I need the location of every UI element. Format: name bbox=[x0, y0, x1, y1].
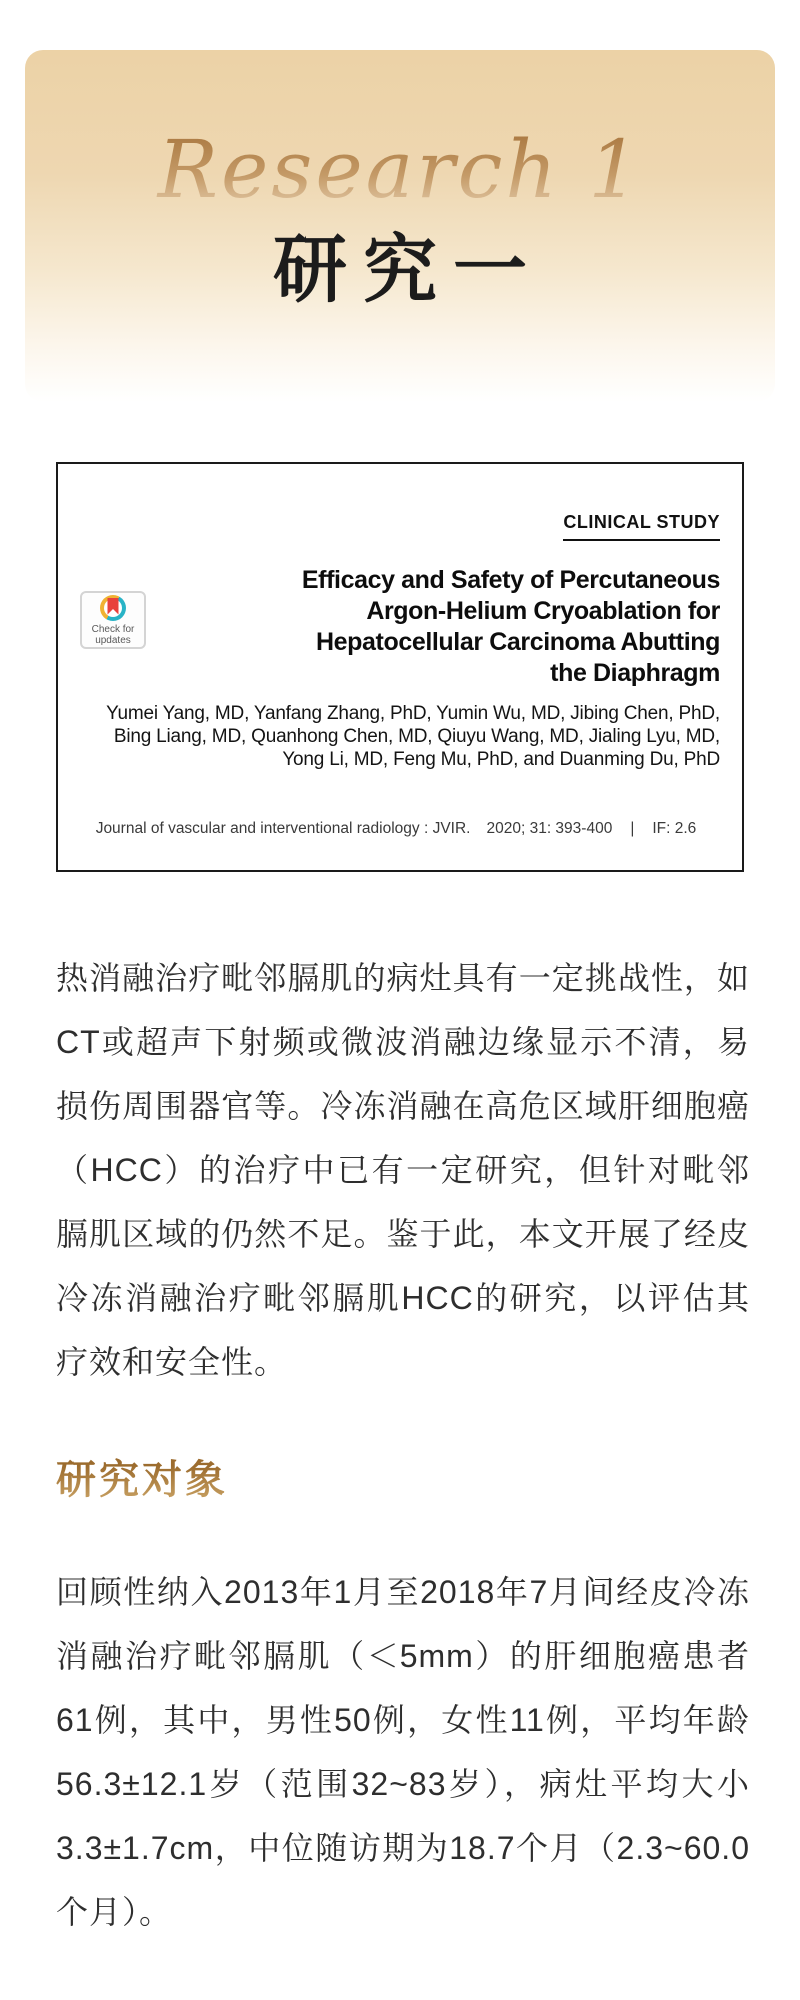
paper-authors bbox=[72, 702, 720, 771]
journal-citation: 2020; 31: 393-400 bbox=[486, 820, 613, 837]
clinical-study-row bbox=[72, 512, 720, 541]
paper-title-line: the Diaphragm bbox=[550, 659, 720, 687]
paper-card bbox=[56, 462, 744, 872]
section-heading-study-subjects: 研究对象 bbox=[56, 1456, 228, 1503]
hero-banner bbox=[25, 50, 775, 402]
authors-line: Yumei Yang, MD, Yanfang Zhang, PhD, Yumin Wu, MD, Jibing Chen, PhD, bbox=[106, 703, 720, 724]
paper-title-line: Efficacy and Safety of Percutaneous bbox=[301, 566, 720, 594]
authors-line: Yong Li, MD, Feng Mu, PhD, and Duanming Du, PhD bbox=[282, 749, 720, 770]
paper-title bbox=[146, 565, 720, 689]
authors-line: Bing Liang, MD, Quanhong Chen, MD, Qiuyu Wang, MD, Jialing Lyu, MD, bbox=[113, 726, 720, 747]
separator-bar: | bbox=[630, 820, 635, 837]
study-subjects-paragraph: 回顾性纳入2013年1月至2018年7月间经皮冷冻消融治疗毗邻膈肌（＜5mm）的肝细胞癌患者61例，其中，男性50例，女性11例，平均年龄56.3±12.1岁（范围32~83岁），病灶平均大小3.3±1.7cm，中位随访期为18.7个月（2.3~60.0个月）。 bbox=[56, 1574, 750, 1930]
clinical-study-label: CLINICAL STUDY bbox=[563, 512, 720, 541]
journal-info bbox=[72, 819, 720, 839]
check-for-updates-badge[interactable] bbox=[80, 591, 146, 649]
paper-title-row bbox=[72, 565, 720, 689]
intro-paragraph: 热消融治疗毗邻膈肌的病灶具有一定挑战性，如CT或超声下射频或微波消融边缘显示不清，易损伤周围器官等。冷冻消融在高危区域肝细胞癌（HCC）的治疗中已有一定研究，但针对毗邻膈肌区域的仍然不足。鉴于此，本文开展了经皮冷冻消融治疗毗邻膈肌HCC的研究，以评估其疗效和安全性。 bbox=[56, 960, 750, 1380]
impact-factor: IF: 2.6 bbox=[652, 820, 697, 837]
check-for-updates-label: Check for updates bbox=[91, 623, 135, 646]
crossmark-icon bbox=[100, 595, 126, 621]
bookmark-ribbon-icon bbox=[108, 598, 119, 615]
paper-title-line: Argon-Helium Cryoablation for bbox=[366, 597, 720, 625]
hero-title-chinese: 研究一 bbox=[273, 227, 543, 313]
paper-title-line: Hepatocellular Carcinoma Abutting bbox=[316, 628, 720, 656]
article-page bbox=[0, 50, 800, 1944]
journal-name: Journal of vascular and interventional radiology : JVIR. bbox=[95, 820, 471, 837]
hero-title-english: Research 1 bbox=[25, 118, 775, 222]
